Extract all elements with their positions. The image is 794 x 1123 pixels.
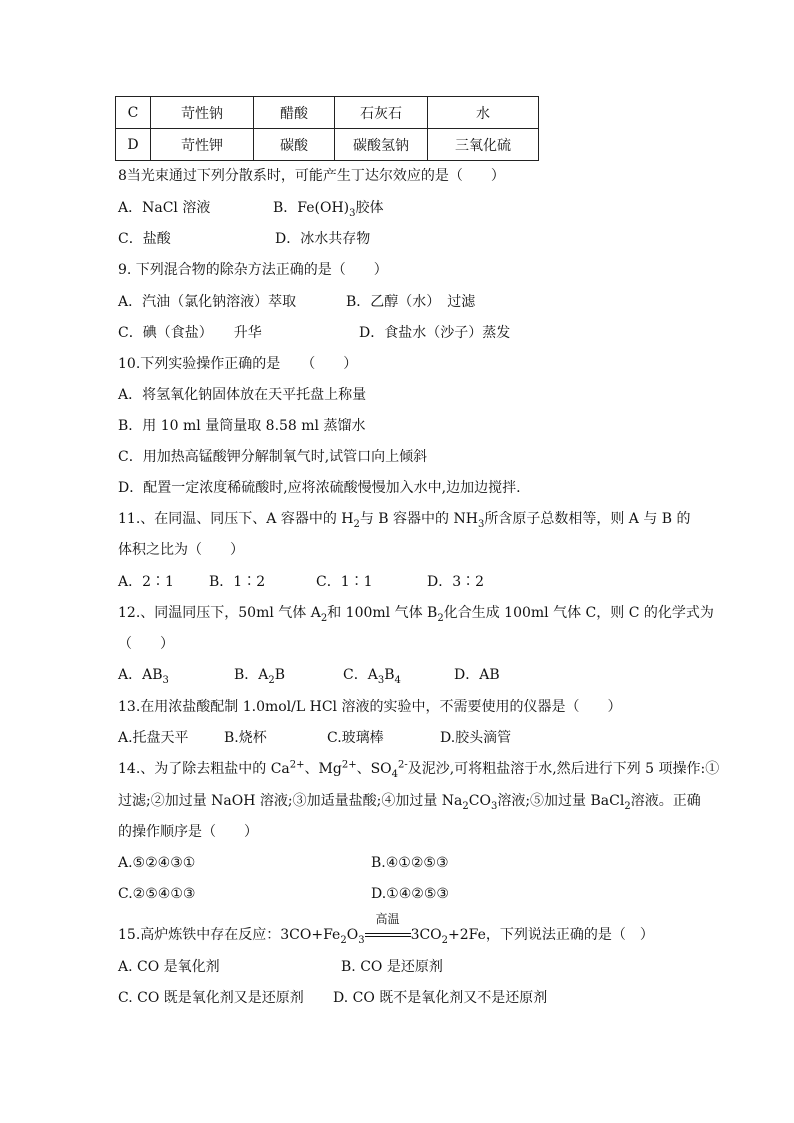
question-15-option-b: B. CO 是还原剂	[341, 959, 443, 975]
table-cell: C	[116, 97, 151, 129]
table-cell: 三氧化硫	[428, 129, 539, 161]
question-14-option-b: B.④①②⑤③	[371, 855, 449, 871]
question-9-option-a: A．汽油（氯化钠溶液）萃取	[118, 294, 297, 310]
table-row	[116, 129, 539, 161]
question-9-option-d: D．食盐水（沙子）蒸发	[359, 325, 511, 341]
question-15-option-a: A. CO 是氧化剂	[118, 959, 220, 975]
question-10-option-d: D．配置一定浓度稀硫酸时,应将浓硫酸慢慢加入水中,边加边搅拌.	[118, 480, 521, 496]
question-12-stem-cont: （ ）	[118, 636, 174, 652]
question-10-option-a: A．将氢氧化钠固体放在天平托盘上称量	[118, 387, 367, 403]
question-11-option-a: A．2∶1	[118, 574, 174, 590]
question-11-stem: 11.、在同温、同压下、A 容器中的 $H_2$与 B 容器中的 $NH_3$所含原子总数相等，则 A 与 B 的	[118, 511, 691, 530]
question-9-option-c: C．碘（食盐） 升华	[118, 325, 262, 341]
question-14-option-a: A.⑤②④③①	[118, 855, 196, 871]
question-12-option-d: D．AB	[454, 667, 500, 683]
table-cell: 醋酸	[254, 97, 335, 129]
question-8-option-b: B．$Fe(OH)_3$胶体	[273, 200, 384, 219]
question-8-option-a: A．NaCl 溶液	[118, 200, 211, 216]
question-11-option-c: C．1∶1	[316, 574, 373, 590]
table-cell: 石灰石	[335, 97, 428, 129]
question-13-option-b: B.烧杯	[224, 730, 267, 746]
question-11-stem-cont: 体积之比为（ ）	[118, 542, 244, 558]
question-8-option-d: D．冰水共存物	[275, 231, 371, 247]
question-12-option-c: C．$A_3B_4$	[343, 667, 401, 686]
question-8-stem: 8当光束通过下列分散系时，可能产生丁达尔效应的是（ ）	[118, 168, 505, 184]
table-cell: 碳酸	[254, 129, 335, 161]
question-15-stem: 15.高炉炼铁中存在反应：$3CO+Fe_2O_3$ 高温 $3CO_2+2Fe$，下列说法正确的是（ ）	[118, 912, 654, 946]
question-14-stem: 14.、为了除去粗盐中的 $Ca^{2+}$、$Mg^{2+}$、$SO_4^{2-}$及泥沙,可将粗盐溶于水,然后进行下列 5 项操作:①	[118, 759, 720, 780]
table-cell: 碳酸氢钠	[335, 129, 428, 161]
question-14-option-c: C.②⑤④①③	[118, 886, 196, 902]
question-13-stem: 13.在用浓盐酸配制 1.0mol/L HCl 溶液的实验中，不需要使用的仪器是（ ）	[118, 699, 622, 715]
question-10-stem: 10.下列实验操作正确的是 （ ）	[118, 356, 358, 372]
question-13-option-d: D.胶头滴管	[440, 730, 512, 746]
options-table	[115, 96, 539, 161]
table-cell: 苛性钠	[151, 97, 254, 129]
reaction-condition: 高温	[365, 925, 411, 945]
question-12-option-a: A．$AB_3$	[118, 667, 169, 686]
question-14-stem-line2: 过滤;②加过量 NaOH 溶液;③加适量盐酸;④加过量 $Na_2CO_3$溶液;⑤加过量 BaCl$_2$溶液。正确	[118, 793, 701, 812]
question-12-stem: 12.、同温同压下，50ml 气体 $A_2$和 100ml 气体 $B_2$化合生成 100ml 气体 C，则 C 的化学式为	[118, 605, 714, 624]
question-14-stem-line3: 的操作顺序是（ ）	[118, 824, 258, 840]
question-13-option-a: A.托盘天平	[118, 730, 189, 746]
question-10-option-c: C．用加热高锰酸钾分解制氧气时,试管口向上倾斜	[118, 449, 428, 465]
table-row	[116, 97, 539, 129]
question-15-option-d: D. CO 既不是氧化剂又不是还原剂	[333, 990, 548, 1006]
question-13-option-c: C.玻璃棒	[327, 730, 384, 746]
question-11-option-d: D．3∶2	[427, 574, 485, 590]
question-14-option-d: D.①④②⑤③	[371, 886, 449, 902]
question-9-stem: 9. 下列混合物的除杂方法正确的是（ ）	[118, 262, 388, 278]
question-11-option-b: B．1∶2	[209, 574, 266, 590]
question-12-option-b: B．$A_2B$	[234, 667, 286, 686]
table-cell: 水	[428, 97, 539, 129]
question-10-option-b: B．用 10 ml 量筒量取 8.58 ml 蒸馏水	[118, 418, 366, 434]
table-cell: D	[116, 129, 151, 161]
question-9-option-b: B．乙醇（水） 过滤	[346, 294, 476, 310]
table-cell: 苛性钾	[151, 129, 254, 161]
question-15-option-c: C. CO 既是氧化剂又是还原剂	[118, 990, 304, 1006]
question-8-option-c: C．盐酸	[118, 231, 171, 247]
